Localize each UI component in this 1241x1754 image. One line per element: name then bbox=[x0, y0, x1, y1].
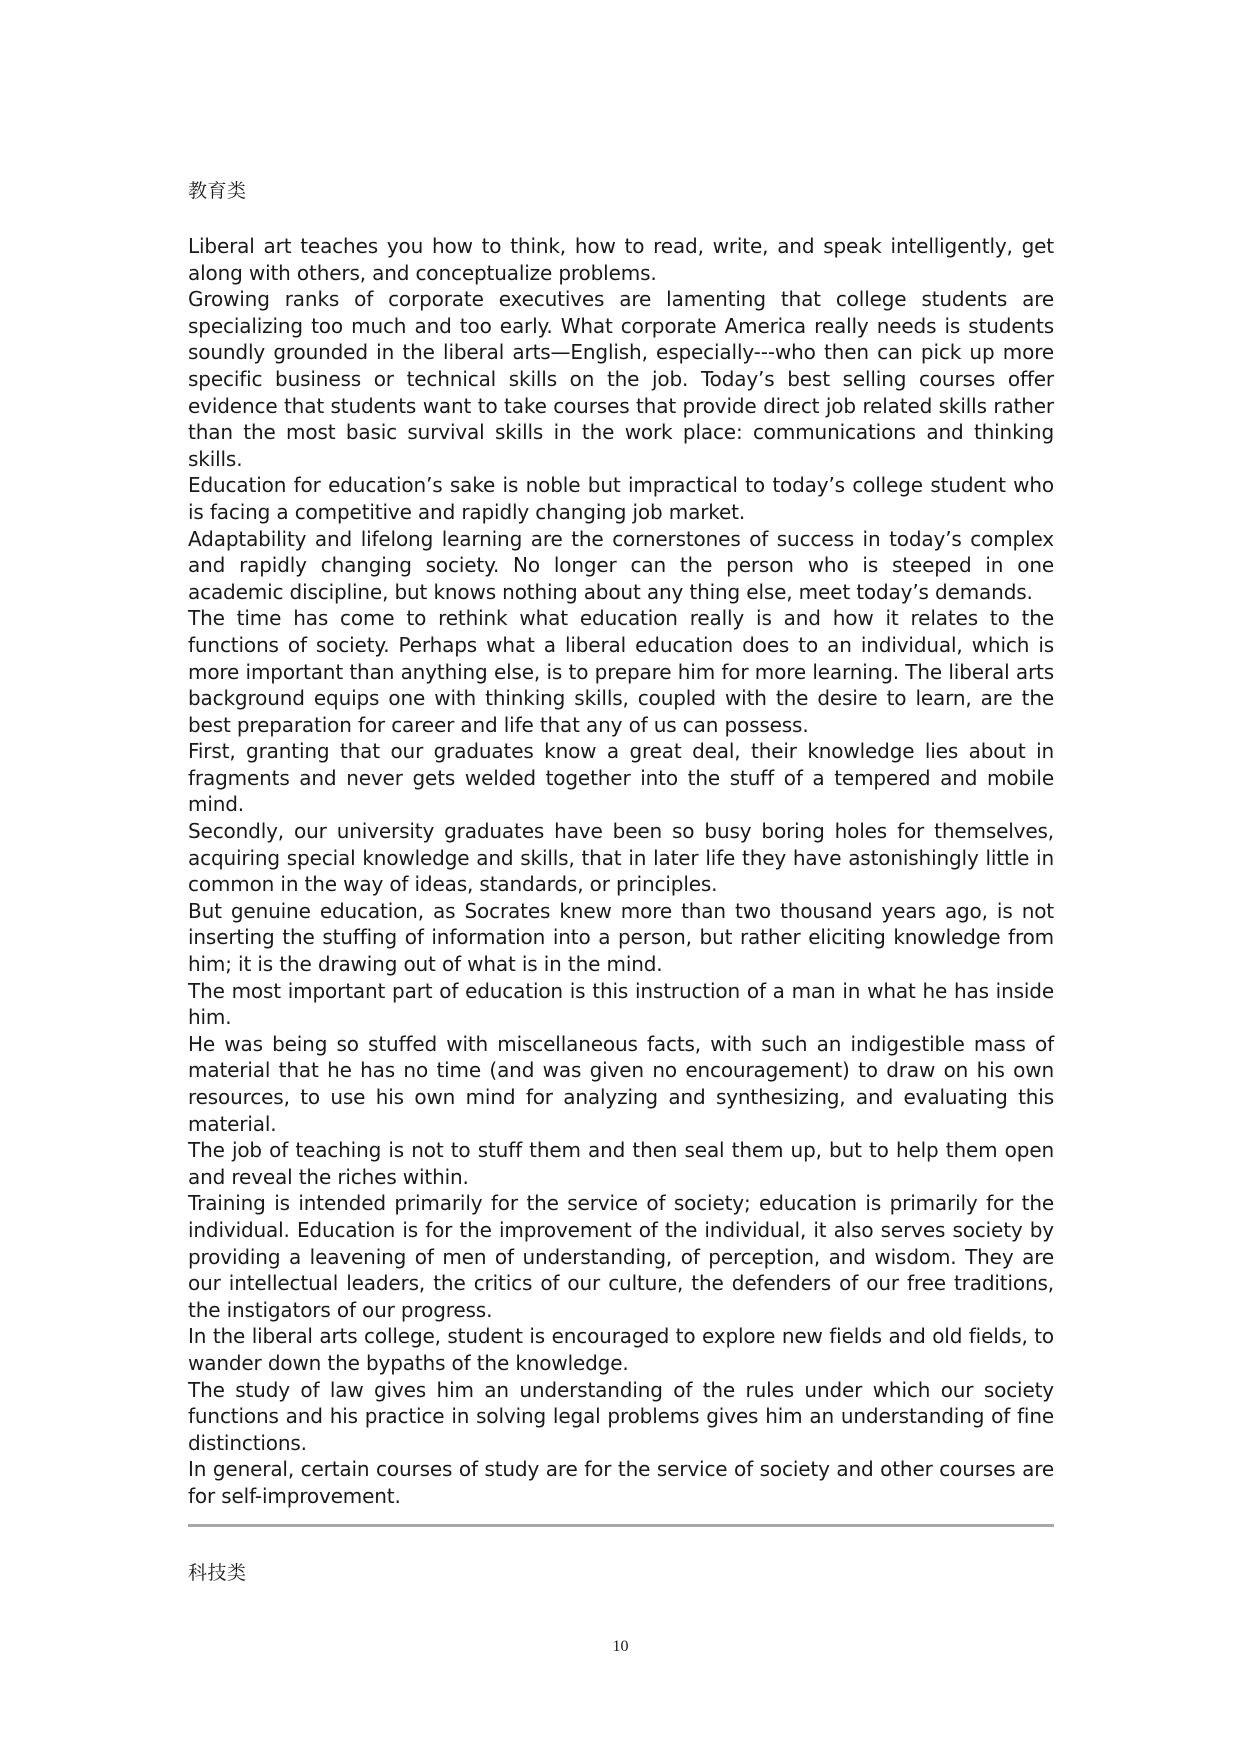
paragraph: The most important part of education is this instruction of a man in what he has inside him. bbox=[188, 978, 1054, 1030]
paragraph: But genuine education, as Socrates knew more than two thousand years ago, is not inserting the stuffing of information into a person, but rather eliciting knowledge from him; it is the drawing out of what is in the mind. bbox=[188, 898, 1054, 977]
paragraph: The time has come to rethink what education really is and how it relates to the functions of society. Perhaps what a liberal education does to an individual, which is more important than anything else, is to prepare him for more learning. The liberal arts background equips one with thinking skills, coupled with the desire to learn, are the best preparation for career and life that any of us can possess. bbox=[188, 606, 1054, 737]
paragraph: The study of law gives him an understanding of the rules under which our society functions and his practice in solving legal problems gives him an understanding of fine distinctions. bbox=[188, 1377, 1054, 1455]
paragraph: In the liberal arts college, student is encouraged to explore new fields and old fields, to wander down the bypaths of the knowledge. bbox=[188, 1324, 1054, 1375]
paragraph: Secondly, our university graduates have been so busy boring holes for themselves, acquiring special knowledge and skills, that in later life they have astonishingly little in common in the way of ideas, standards, or principles. bbox=[188, 819, 1054, 897]
paragraph: The job of teaching is not to stuff them and then seal them up, but to help them open and reveal the riches within. bbox=[188, 1138, 1054, 1189]
page-number: 10 bbox=[612, 1638, 629, 1655]
paragraph: First, granting that our graduates know a great deal, their knowledge lies about in fragments and never gets welded together into the stuff of a tempered and mobile mind. bbox=[188, 739, 1054, 817]
paragraph: Adaptability and lifelong learning are the cornerstones of success in today’s complex and rapidly changing society. No longer can the person who is steeped in one academic discipline, but knows nothing about any thing else, meet today’s demands. bbox=[188, 526, 1054, 604]
body-text bbox=[188, 233, 1054, 1510]
section-heading: 教育类 bbox=[188, 180, 247, 202]
paragraph: Education for education’s sake is noble but impractical to today’s college student who is facing a competitive and rapidly changing job market. bbox=[188, 473, 1054, 524]
next-section-heading: 科技类 bbox=[188, 1562, 247, 1584]
paragraph: Training is intended primarily for the service of society; education is primarily for the individual. Education is for the improvement of the individual, it also serves society by providing a leavening of men of understanding, of perception, and wisdom. They are our intellectual leaders, the critics of our culture, the defenders of our free traditions, the instigators of our progress. bbox=[188, 1191, 1054, 1322]
paragraph: Liberal art teaches you how to think, how to read, write, and speak intelligently, get along with others, and conceptualize problems. bbox=[188, 234, 1054, 285]
paragraph: In general, certain courses of study are for the service of society and other courses are for self-improvement. bbox=[188, 1457, 1054, 1508]
section-divider bbox=[188, 1524, 1054, 1527]
paragraph: Growing ranks of corporate executives are lamenting that college students are specializing too much and too early. What corporate America really needs is students soundly grounded in the liberal arts—English, especially---who then can pick up more specific business or technical skills on the job. Today’s best selling courses offer evidence that students want to take courses that provide direct job related skills rather than the most basic survival skills in the work place: communications and thinking skills. bbox=[188, 287, 1054, 471]
paragraph: He was being so stuffed with miscellaneous facts, with such an indigestible mass of material that he has no time (and was given no encouragement) to draw on his own resources, to use his own mind for analyzing and synthesizing, and evaluating this material. bbox=[188, 1031, 1054, 1136]
